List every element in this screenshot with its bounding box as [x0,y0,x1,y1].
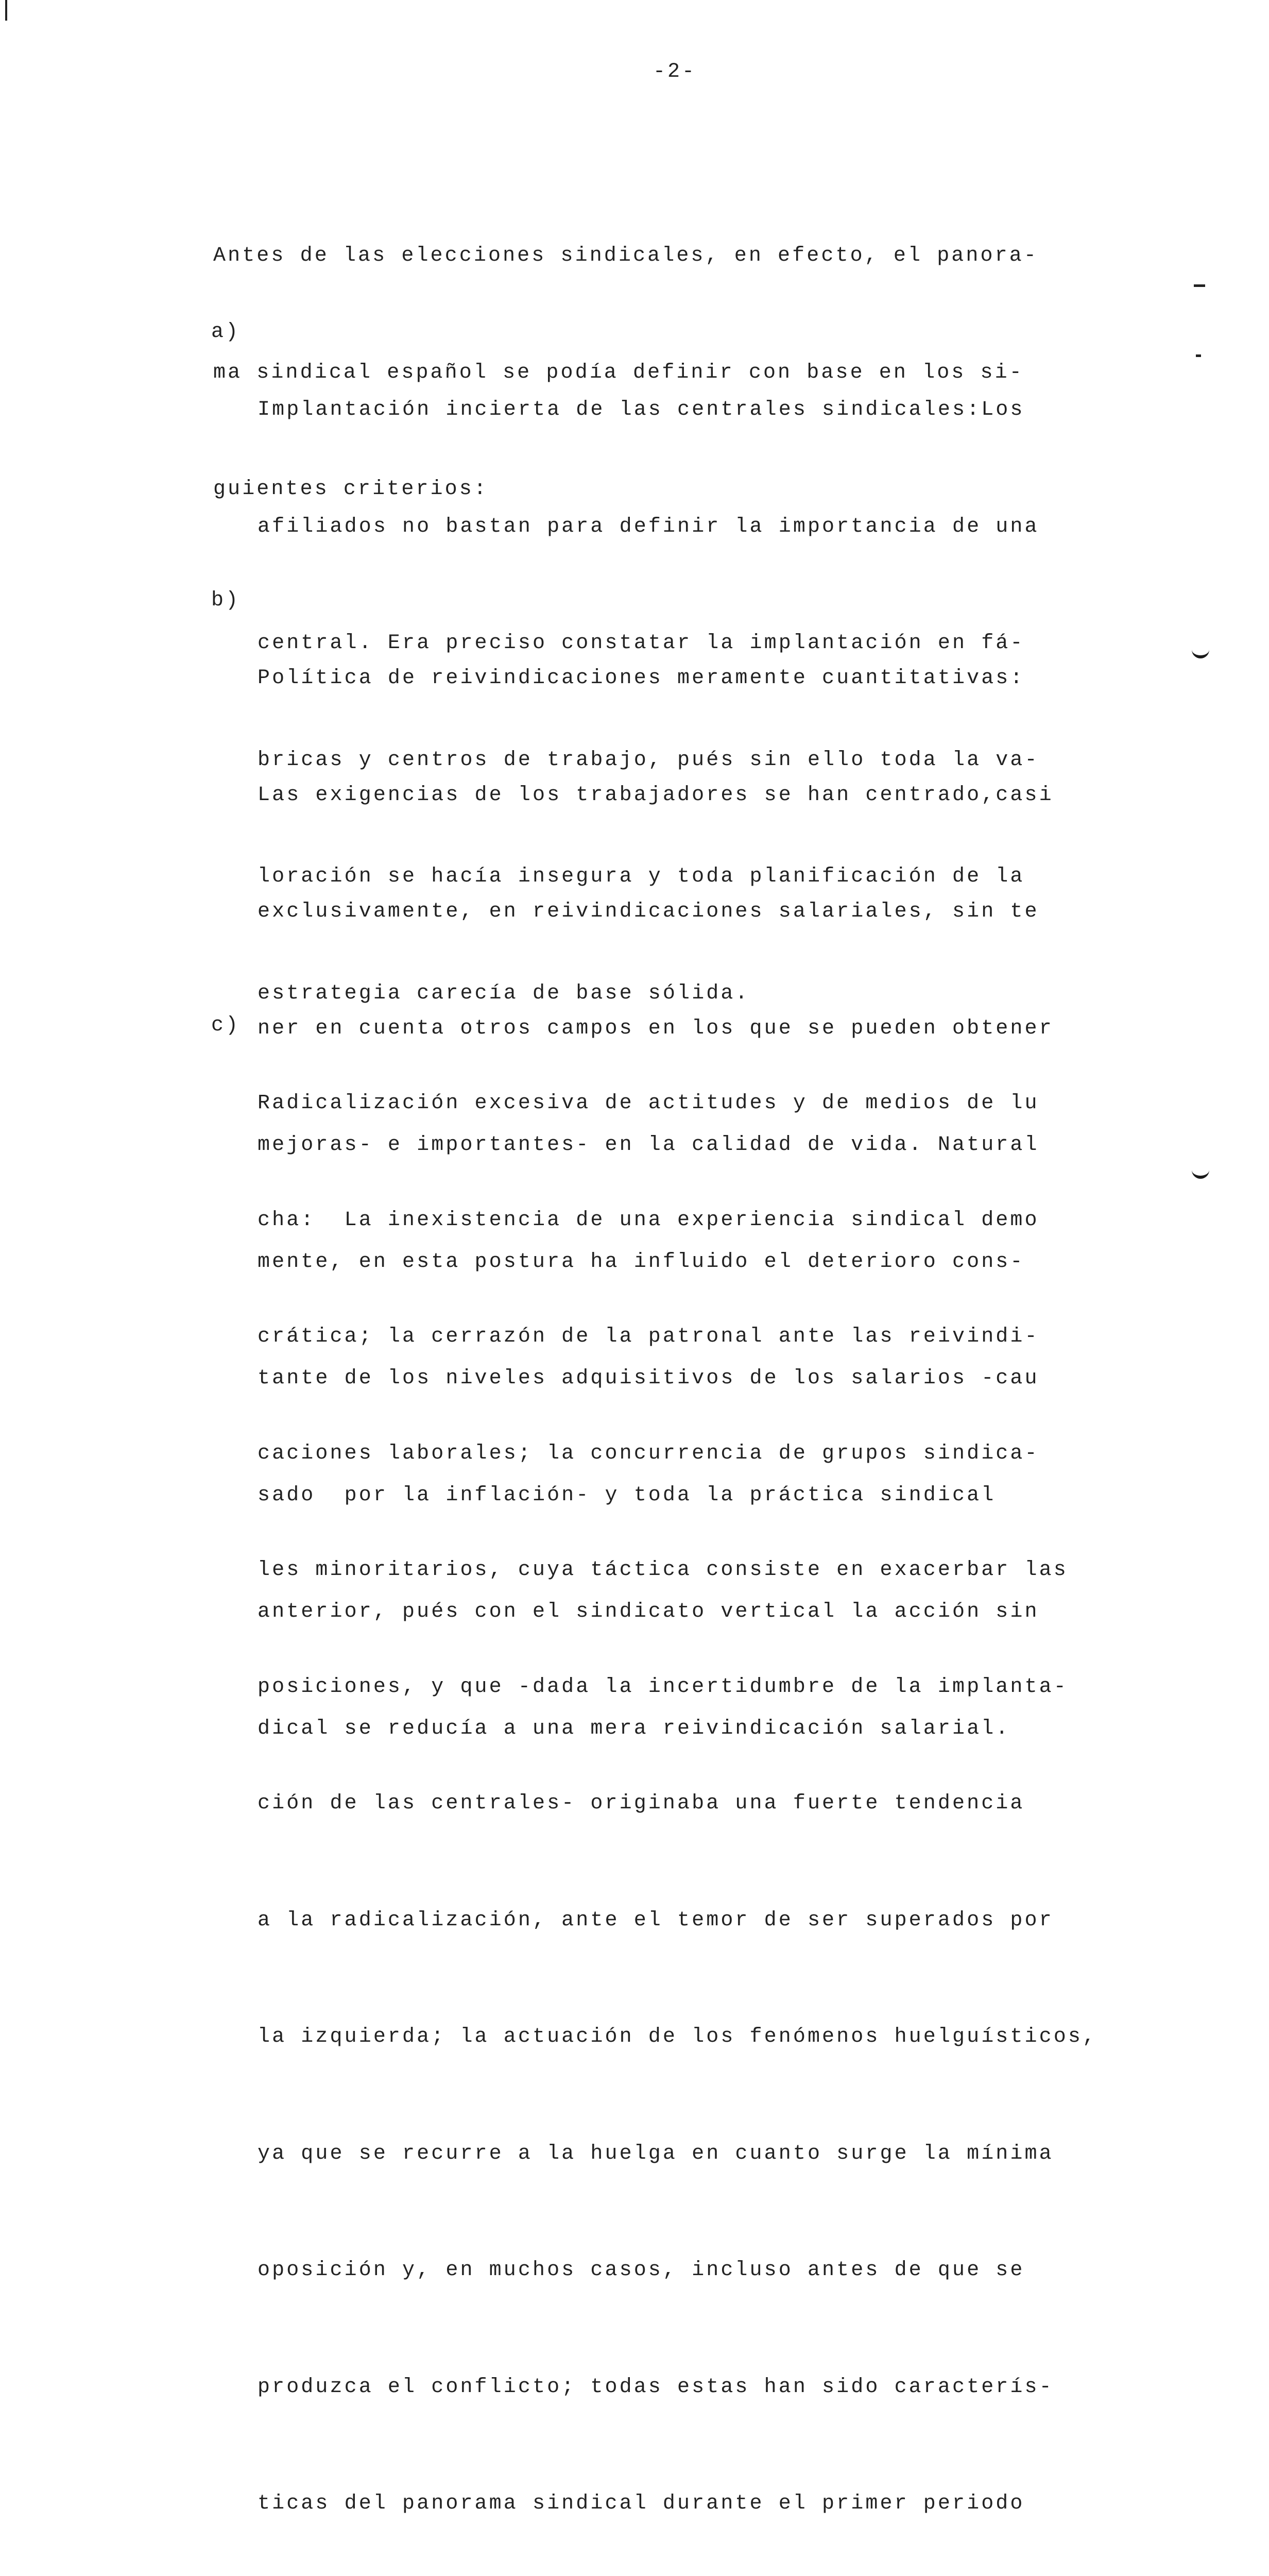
text-line: loración se hacía insegura y toda planificación de la [258,865,1025,888]
text-line: cha: La inexistencia de una experiencia sindical demo [258,1208,1039,1232]
text-line: Implantación incierta de las centrales sindicales:Los [258,398,1025,421]
text-line: bricas y centros de trabajo, pués sin ello toda la va- [258,748,1039,772]
margin-dash-mark [1196,354,1201,357]
margin-curve-mark [1192,1164,1209,1179]
text-line: anterior, pués con el sindicato vertical la acción sin [258,1600,1039,1623]
text-line: tante de los niveles adquisitivos de los salarios -cau [258,1367,1039,1390]
margin-curve-mark [1192,644,1209,658]
list-item-text [258,1006,1097,2576]
text-line: Política de reivindicaciones meramente cuantitativas: [258,667,1025,690]
text-line: oposición y, en muchos casos, incluso antes de que se [258,2259,1025,2282]
text-line: les minoritarios, cuya táctica consiste en exacerbar las [258,1558,1068,1582]
text-line: ner en cuenta otros campos en los que se pueden obtener [258,1016,1054,1040]
text-line: estrategia carecía de base sólida. [258,981,750,1005]
text-line: produzca el conflicto; todas estas han sido caracterís- [258,2375,1054,2399]
intro-line: ma sindical español se podía definir con base en los si- [213,361,1024,384]
margin-dash-mark [1194,284,1205,287]
text-line: ción de las centrales- originaba una fuerte tendencia [258,1792,1025,1815]
text-line: mente, en esta postura ha influido el deterioro cons- [258,1250,1025,1274]
text-line: central. Era preciso constatar la implantación en fá- [258,632,1025,655]
text-line: Las exigencias de los trabajadores se han centrado,casi [258,783,1054,807]
list-marker: c) [211,1014,241,1037]
margin-tick-mark [5,0,7,21]
intro-line: Antes de las elecciones sindicales, en efecto, el panora- [213,244,1038,267]
text-line: dical se reducía a una mera reivindicación salarial. [258,1717,1010,1740]
text-line: a la radicalización, ante el temor de ser superados por [258,1908,1054,1932]
list-marker: a) [211,320,241,344]
text-line: mejoras- e importantes- en la calidad de vida. Natural [258,1133,1039,1157]
text-line: crática; la cerrazón de la patronal ante las reivindi- [258,1325,1039,1348]
page-number: -2- [653,60,696,83]
text-line: la izquierda; la actuación de los fenómenos huelguísticos, [258,2025,1097,2048]
text-line: afiliados no bastan para definir la importancia de una [258,515,1039,538]
text-line: posiciones, y que -dada la incertidumbre de la implanta- [258,1675,1068,1699]
text-line: ya que se recurre a la huelga en cuanto surge la mínima [258,2142,1054,2165]
text-line: ticas del panorama sindical durante el primer periodo [258,2492,1025,2515]
text-line: exclusivamente, en reivindicaciones salariales, sin te [258,900,1039,923]
list-marker: b) [211,589,241,612]
text-line: caciones laborales; la concurrencia de grupos sindica- [258,1442,1039,1465]
intro-line: guientes criterios: [213,478,488,501]
text-line: sado por la inflación- y toda la práctica sindical [258,1483,996,1507]
text-line: Radicalización excesiva de actitudes y de medios de lu [258,1092,1039,1115]
